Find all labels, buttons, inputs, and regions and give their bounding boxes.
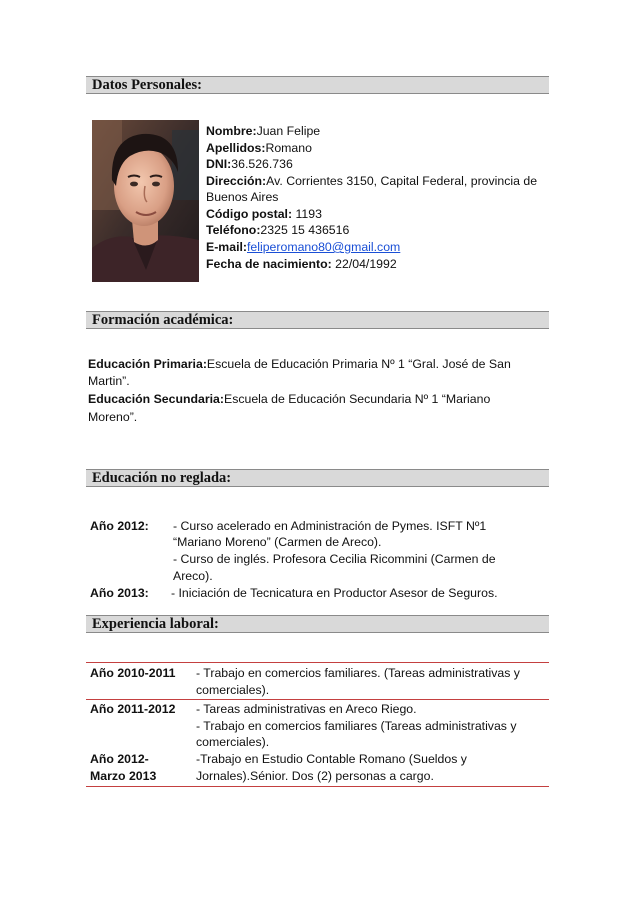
work-row-3-year: Año 2012- <box>90 752 149 766</box>
section-header-nonformal: Educación no reglada: <box>86 469 549 487</box>
birth-label: Fecha de nacimiento: <box>206 257 332 271</box>
work-table-rule <box>86 662 549 663</box>
work-row-1-year: Año 2010-2011 <box>90 666 176 680</box>
zip-label: Código postal: <box>206 207 293 221</box>
work-row-2-line-1: - Tareas administrativas en Areco Riego. <box>196 702 417 716</box>
primary-line <box>88 356 511 372</box>
nonformal-2012-line-2: “Mariano Moreno” (Carmen de Areco). <box>173 535 382 549</box>
work-row-1-line-1: - Trabajo en comercios familiares. (Tareas administrativas y <box>196 666 520 680</box>
address-line-2: Buenos Aires <box>206 190 279 204</box>
work-row-2-year: Año 2011-2012 <box>90 702 176 716</box>
address-label: Dirección: <box>206 174 267 188</box>
work-row-1-line-2: comerciales). <box>196 683 270 697</box>
work-row-3-line-2: Jornales).Sénior. Dos (2) personas a cargo. <box>196 769 434 783</box>
nonformal-2012-line-3: - Curso de inglés. Profesora Cecilia Ricommini (Carmen de <box>173 552 496 566</box>
phone-label: Teléfono: <box>206 223 261 237</box>
name-label: Nombre: <box>206 124 257 138</box>
primary-value: Escuela de Educación Primaria Nº 1 “Gral. José de San <box>206 357 511 371</box>
secondary-line-2: Moreno”. <box>88 410 138 424</box>
zip-line <box>206 206 322 222</box>
section-header-academic: Formación académica: <box>86 311 549 329</box>
dni-label: DNI: <box>206 157 232 171</box>
nonformal-year-2012: Año 2012: <box>90 519 149 533</box>
surname-label: Apellidos: <box>206 141 266 155</box>
portrait-image <box>92 120 199 282</box>
name-line <box>206 123 320 139</box>
work-row-2-line-2: - Trabajo en comercios familiares (Tareas administrativas y <box>196 719 517 733</box>
work-table-rule <box>86 786 549 787</box>
nonformal-2013-line-1: - Iniciación de Tecnicatura en Productor Asesor de Seguros. <box>171 586 498 600</box>
primary-line-2: Martin”. <box>88 374 130 388</box>
address-line <box>206 173 537 189</box>
work-table-rule <box>86 699 549 700</box>
secondary-line <box>88 391 490 407</box>
work-row-3-year-2: Marzo 2013 <box>90 769 157 783</box>
secondary-label: Educación Secundaria: <box>88 392 224 406</box>
email-link[interactable]: feliperomano80@gmail.com <box>247 240 401 254</box>
birth-line <box>206 256 397 272</box>
address-value: Av. Corrientes 3150, Capital Federal, provincia de <box>266 174 538 188</box>
nonformal-2012-line-4: Areco). <box>173 569 213 583</box>
surname-value: Romano <box>265 141 312 155</box>
dni-value: 36.526.736 <box>231 157 293 171</box>
surname-line <box>206 140 312 156</box>
zip-value: 1193 <box>292 207 322 221</box>
email-line <box>206 239 400 255</box>
name-value: Juan Felipe <box>256 124 321 138</box>
birth-value: 22/04/1992 <box>331 257 397 271</box>
section-header-personal: Datos Personales: <box>86 76 549 94</box>
primary-label: Educación Primaria: <box>88 357 207 371</box>
phone-value: 2325 15 436516 <box>260 223 350 237</box>
phone-line <box>206 222 349 238</box>
section-header-work: Experiencia laboral: <box>86 615 549 633</box>
nonformal-2012-line-1: - Curso acelerado en Administración de Pymes. ISFT Nº1 <box>173 519 487 533</box>
work-row-2-line-3: comerciales). <box>196 735 270 749</box>
work-row-3-line-1: -Trabajo en Estudio Contable Romano (Sueldos y <box>196 752 467 766</box>
profile-photo <box>92 120 199 282</box>
nonformal-year-2013: Año 2013: <box>90 586 149 600</box>
dni-line <box>206 156 293 172</box>
email-label: E-mail: <box>206 240 247 254</box>
secondary-value: Escuela de Educación Secundaria Nº 1 “Mariano <box>224 392 491 406</box>
